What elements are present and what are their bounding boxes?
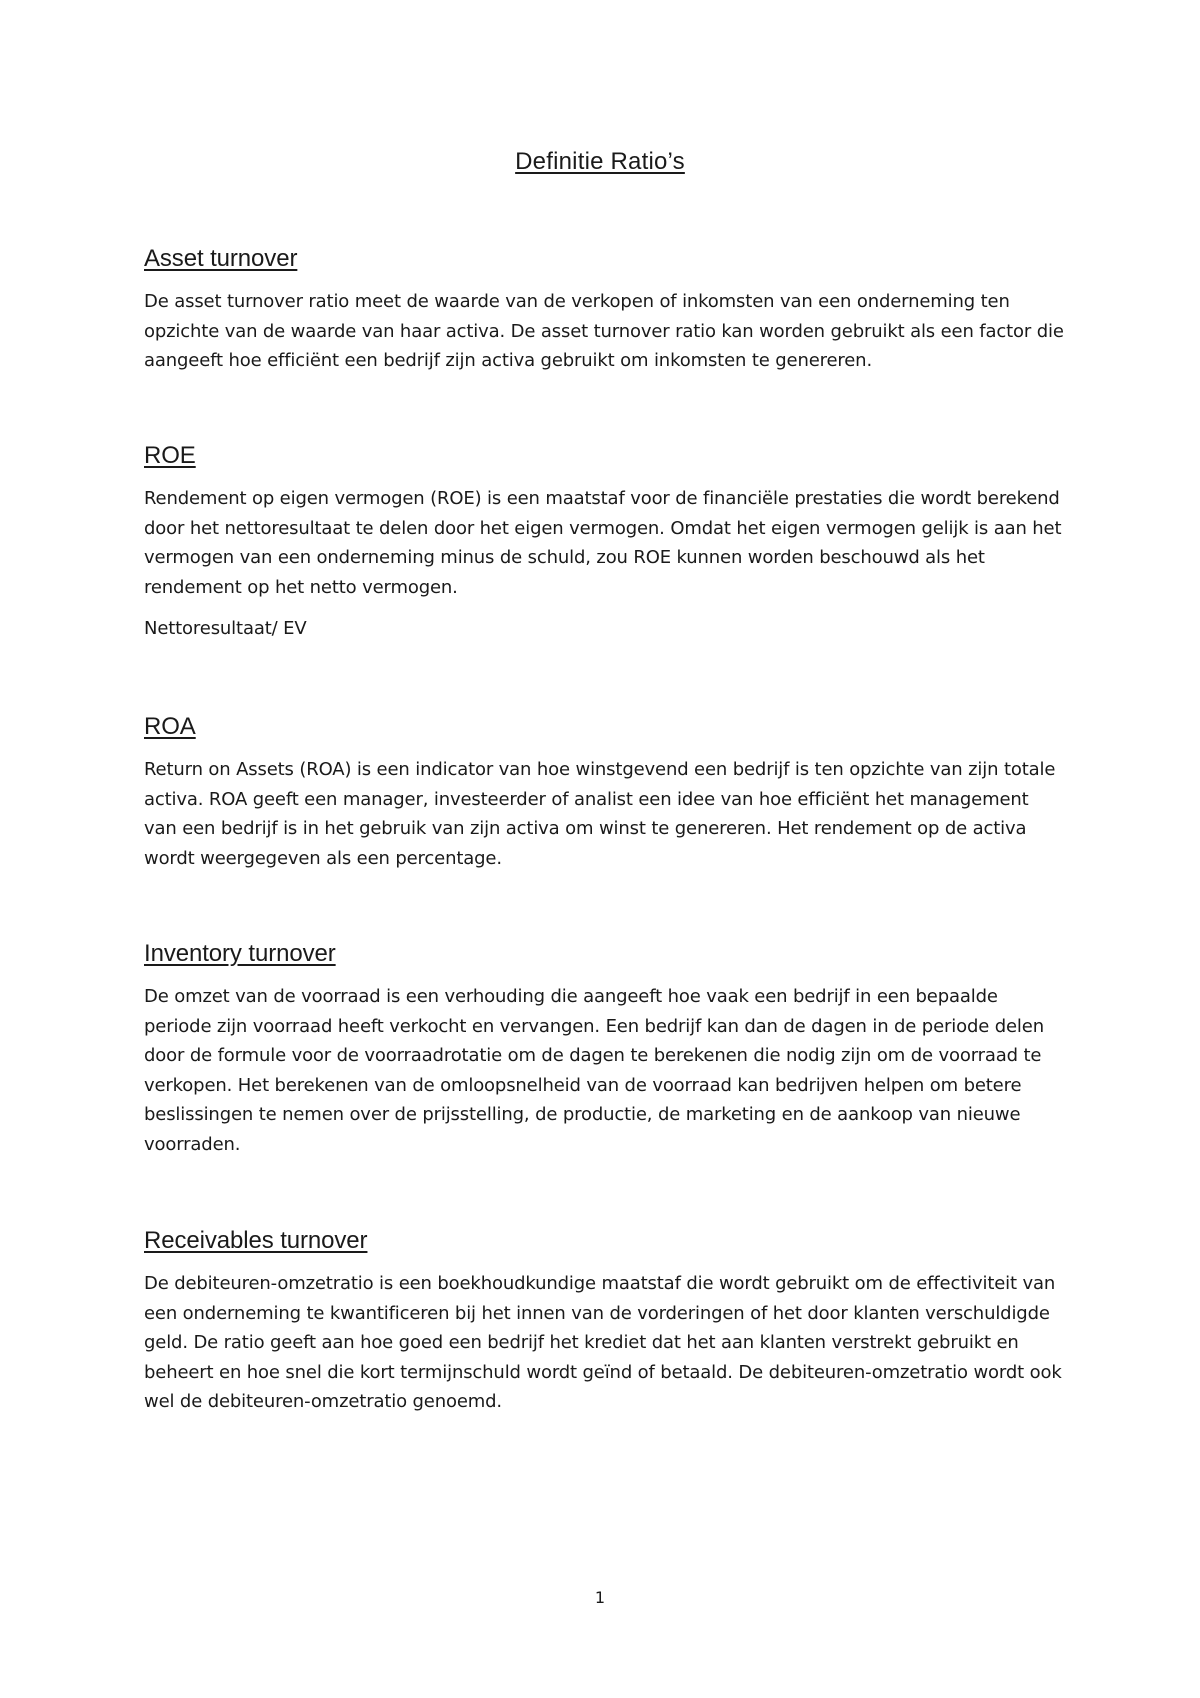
section-heading: Asset turnover [144, 245, 298, 272]
section-heading: Receivables turnover [144, 1227, 368, 1254]
section-body: De omzet van de voorraad is een verhouding die aangeeft hoe vaak een bedrijf in een bepaalde periode zijn voorraad heeft verkocht en vervangen. Een bedrijf kan dan de dagen in de periode delen door de formule voor de voorraadrotatie om de dagen te berekenen die nodig zijn om de voorraad te verkopen. Het berekenen van de omloopsnelheid van de voorraad kan bedrijven helpen om betere beslissingen te nemen over de prijsstelling, de productie, de marketing en de aankoop van nieuwe voorraden. [144, 986, 1044, 1155]
document-title: Definitie Ratio’s [515, 148, 685, 175]
section-body: De debiteuren-omzetratio is een boekhoudkundige maatstaf die wordt gebruikt om de effectiviteit van een onderneming te kwantificeren bij het innen van de vorderingen of het door klanten verschuldigde geld. De ratio geeft aan hoe goed een bedrijf het krediet dat het aan klanten verstrekt gebruikt en beheert en hoe snel die kort termijnschuld wordt geïnd of betaald. De debiteuren-omzetratio wordt ook wel de debiteuren-omzetratio genoemd. [144, 1273, 1062, 1412]
section-body: Rendement op eigen vermogen (ROE) is een maatstaf voor de financiële prestaties die wordt berekend door het nettoresultaat te delen door het eigen vermogen. Omdat het eigen vermogen gelijk is aan het vermogen van een onderneming minus de schuld, zou ROE kunnen worden beschouwd als het rendement op het netto vermogen. [144, 488, 1062, 598]
page-number: 1 [594, 1588, 606, 1607]
section-receivables-turnover [144, 1227, 1064, 1417]
section-heading: ROE [144, 442, 196, 469]
section-inventory-turnover [144, 940, 1064, 1159]
section-body: De asset turnover ratio meet de waarde van de verkopen of inkomsten van een onderneming ten opzichte van de waarde van haar activa. De asset turnover ratio kan worden gebruikt als een factor die aangeeft hoe efficiënt een bedrijf zijn activa gebruikt om inkomsten te genereren. [144, 291, 1064, 371]
roe-formula: Nettoresultaat/ EV [144, 618, 307, 639]
section-roa [144, 713, 1064, 873]
section-roe [144, 442, 1064, 644]
section-heading: Inventory turnover [144, 940, 336, 967]
section-heading: ROA [144, 713, 196, 740]
section-body: Return on Assets (ROA) is een indicator van hoe winstgevend een bedrijf is ten opzichte van zijn totale activa. ROA geeft een manager, investeerder of analist een idee van hoe efficiënt het management van een bedrijf is in het gebruik van zijn activa om winst te genereren. Het rendement op de activa wordt weergegeven als een percentage. [144, 759, 1056, 869]
section-asset-turnover [144, 245, 1064, 376]
